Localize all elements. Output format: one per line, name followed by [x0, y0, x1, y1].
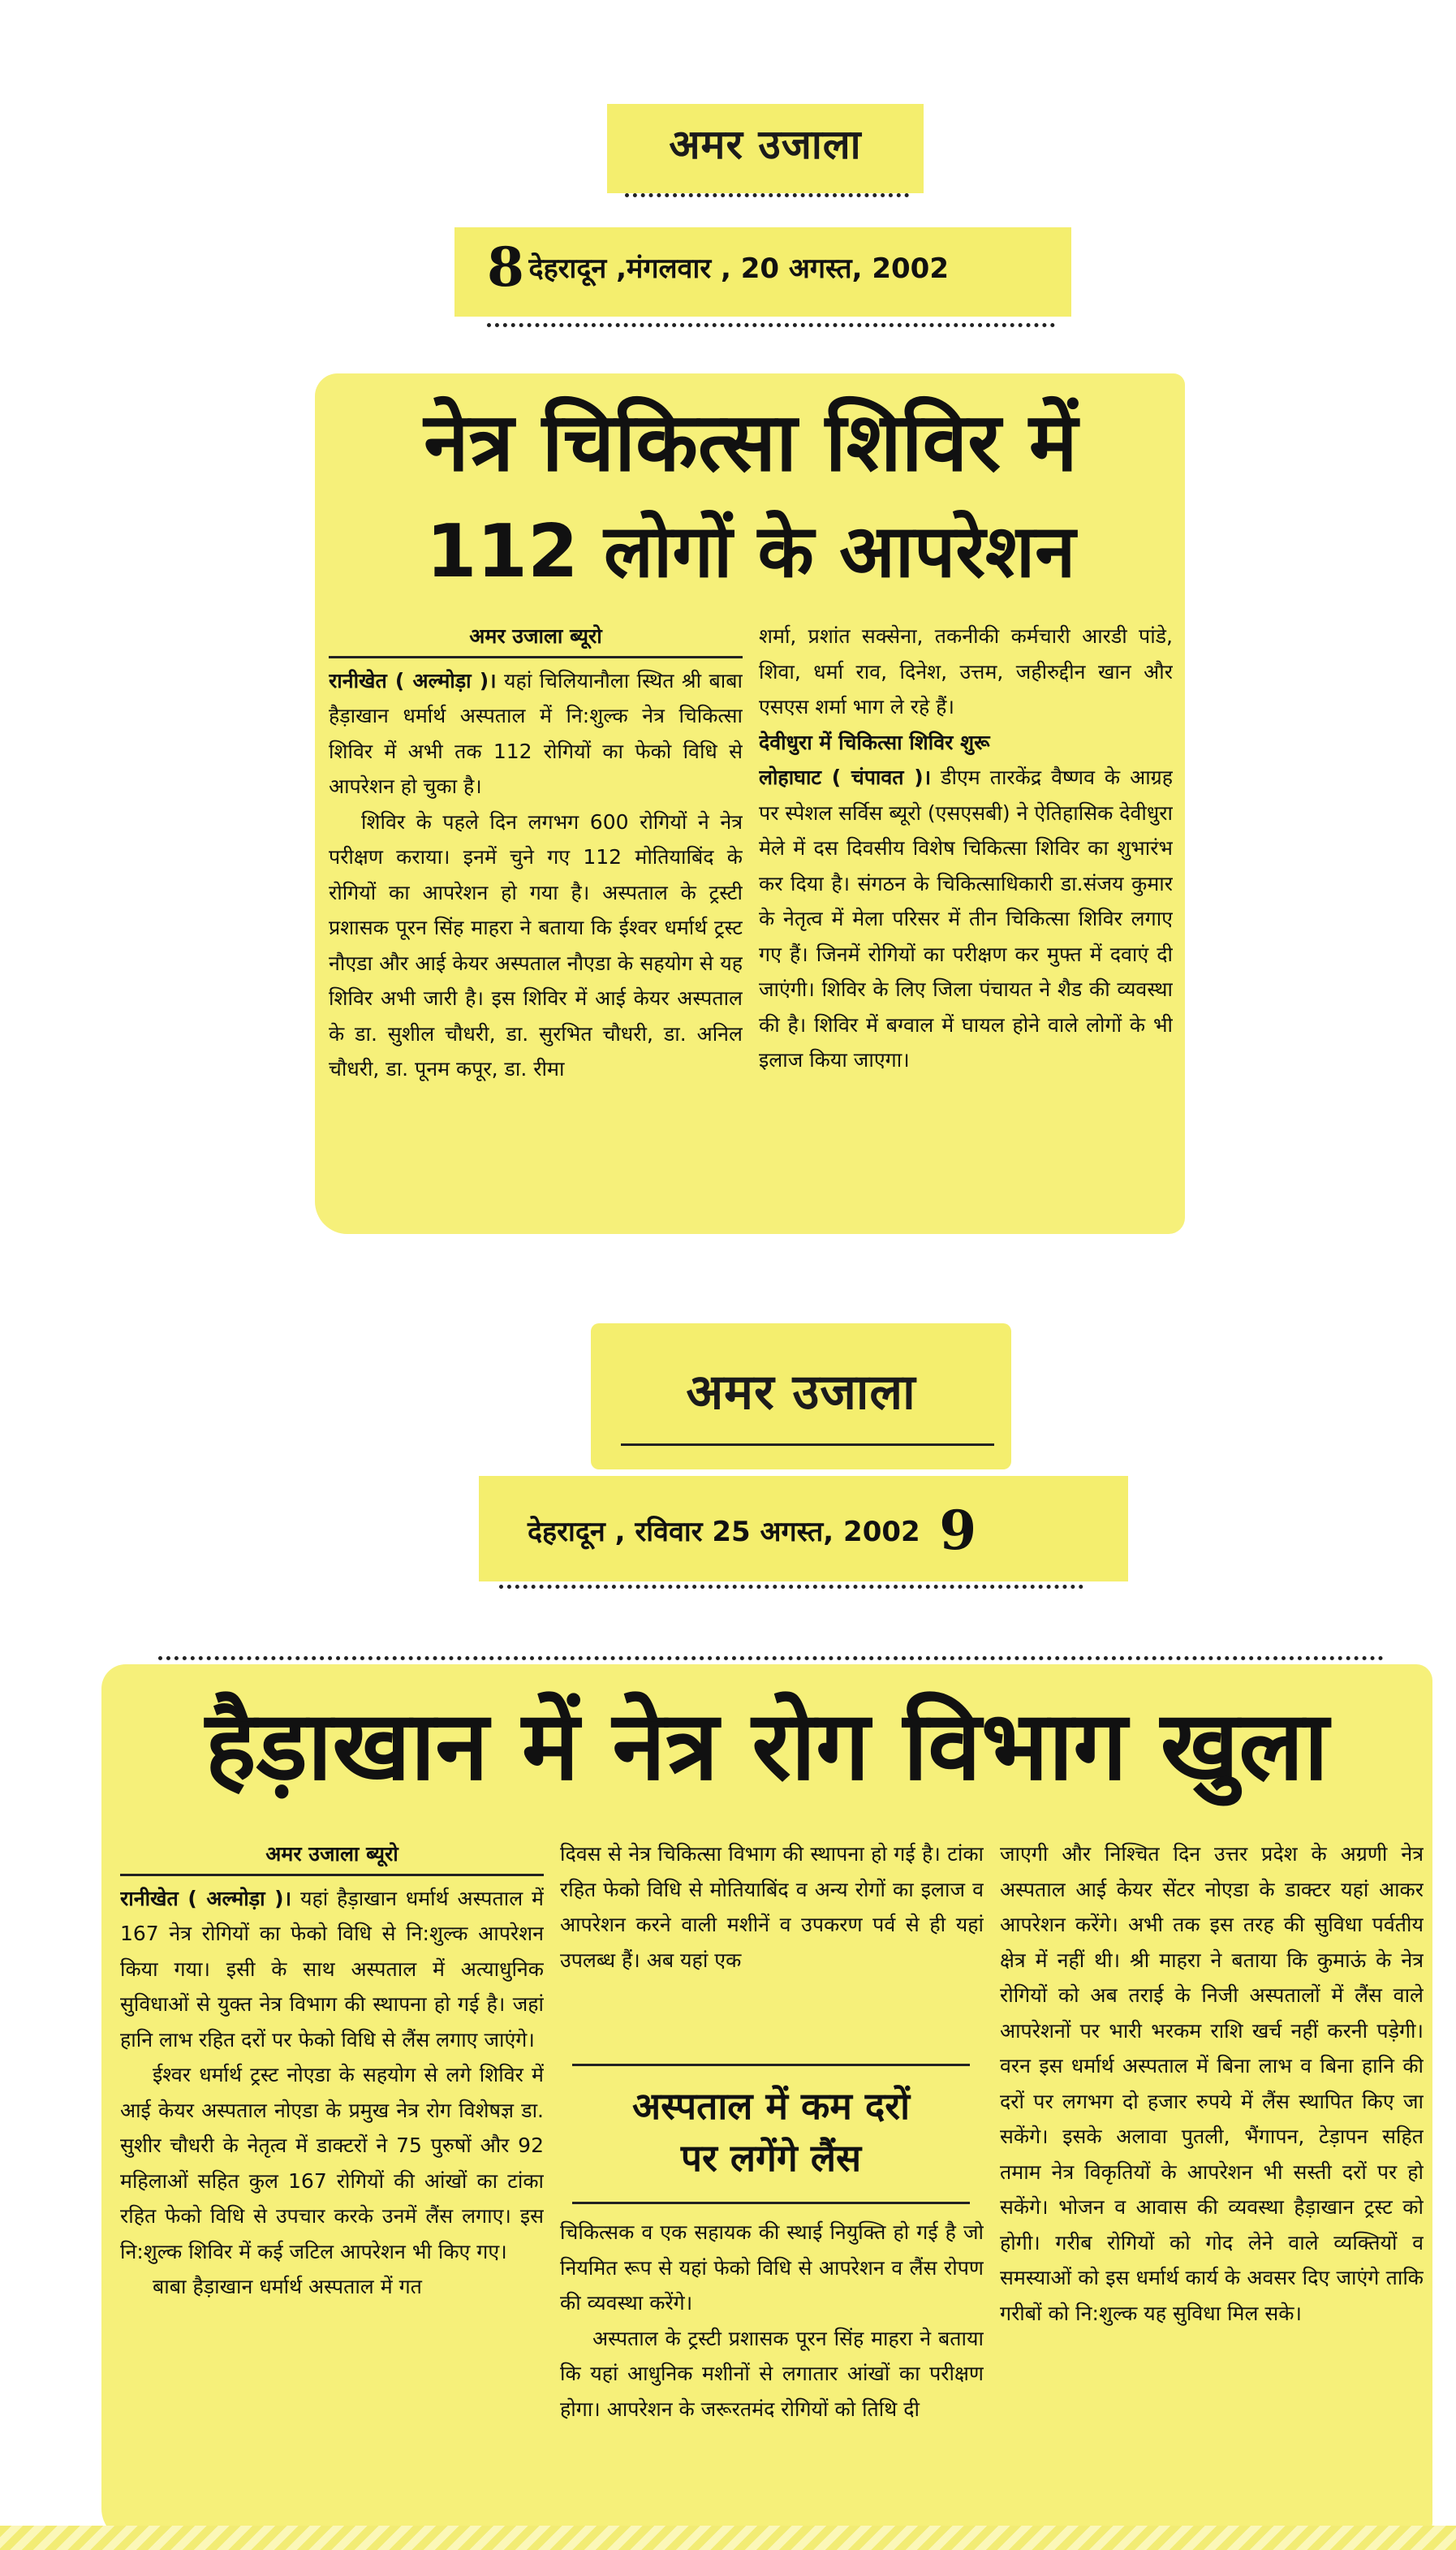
clip2-byline-rule	[120, 1874, 544, 1876]
clip2-column-2-top	[560, 1836, 984, 2056]
bottom-stripe	[0, 2526, 1456, 2550]
clip1-col2-paragraph-2: लोहाघाट ( चंपावत )। डीएम तारकेंद्र वैष्णव के आग्रह पर स्पेशल सर्विस ब्यूरो (एसएसबी) ने ऐतिहासिक देवीधुरा मेले में दस दिवसीय विशेष चिकित्सा शिविर का शुभारंभ कर दिया है। संगठन के चिकित्साधिकारी डा.संजय कुमार के नेतृत्व में मेला परिसर में तीन चिकित्सा शिविर लगाए गए हैं। जिनमें रोगियों का परीक्षण कर मुफ्त में दवाएं दी जाएंगी। शिविर के लिए जिला पंचायत ने शैड की व्यवस्था की है। शिविर में बग्वाल में घायल होने वाले लोगों के भी इलाज किया जाएगा।	[759, 766, 1173, 1072]
clip1-masthead-title: अमर उजाला	[669, 120, 862, 168]
clip1-col1-paragraph-1: रानीखेत ( अल्मोड़ा )। यहां चिलियानौला स्थित श्री बाबा हैड़ाखान धर्मार्थ अस्पताल में नि:शुल्क नेत्र चिकित्सा शिविर में अभी तक 112 रोगियों का फेको विधि से आपरेशन हो चुका है।	[329, 668, 743, 798]
clip2-box-head	[564, 2080, 978, 2184]
clip2-masthead	[591, 1323, 1011, 1469]
clip1-col2-paragraph-1: शर्मा, प्रशांत सक्सेना, तकनीकी कर्मचारी आरडी पांडे, शिवा, धर्मा राव, दिनेश, उत्तम, जहीरुद्दीन खान और एसएस शर्मा भाग ले रहे हैं।	[759, 624, 1173, 718]
clip2-box-rule-bottom	[572, 2202, 970, 2204]
clip2-col2-paragraph-1: दिवस से नेत्र चिकित्सा विभाग की स्थापना हो गई है। टांका रहित फेको विधि से मोतियाबिंद व अन्य रोगों का इलाज व आपरेशन करने वाली मशीनें व उपकरण पर्व से ही यहां उपलब्ध हैं। अब यहां एक	[560, 1842, 984, 1972]
clip2-col2-paragraph-3: अस्पताल के ट्रस्टी प्रशासक पूरन सिंह माहरा ने बताया कि यहां आधुनिक मशीनों से लगातार आंखों का परीक्षण होगा। आपरेशन के जरूरतमंद रोगियों को तिथि दी	[560, 2326, 984, 2421]
clip1-byline-rule	[329, 656, 743, 658]
clip2-dateline-box	[479, 1476, 1128, 1581]
clip1-masthead-dots	[625, 193, 909, 197]
clip2-box-rule-top	[572, 2064, 970, 2066]
clip1-col1-paragraph-2: शिविर के पहले दिन लगभग 600 रोगियों ने नेत्र परीक्षण कराया। इनमें चुने गए 112 मोतियाबिंद के रोगियों का आपरेशन हो गया है। अस्पताल के ट्रस्टी प्रशासक पूरन सिंह माहरा ने बताया कि ईश्वर धर्मार्थ ट्रस्ट नौएडा और आई केयर अस्पताल नौएडा के सहयोग से यह शिविर अभी जारी है। इस शिविर में आई केयर अस्पताल के डा. सुशील चौधरी, डा. सुरभित चौधरी, डा. अनिल चौधरी, डा. पूनम कपूर, डा. रीमा	[329, 809, 743, 1081]
clip2-masthead-title: अमर उजाला	[686, 1364, 916, 1421]
clip1-page-number: 8	[487, 235, 524, 299]
clip1-headline-line2: 112 लोगों के आपरेशन	[425, 509, 1076, 594]
clip1-col2-subhead: देवीधुरा में चिकित्सा शिविर शुरू	[759, 730, 990, 754]
clip2-box-head-line1: अस्पताल में कम दरों	[631, 2084, 911, 2128]
clip1-masthead	[607, 104, 924, 193]
clip1-byline: अमर उजाला ब्यूरो	[469, 624, 602, 648]
clip2-col1-paragraph-3: बाबा हैड़ाखान धर्मार्थ अस्पताल में गत	[153, 2275, 422, 2298]
clip1-dateline-box	[454, 227, 1071, 317]
clip2-headline: हैड़ाखान में नेत्र रोग विभाग खुला	[205, 1689, 1329, 1801]
clip2-col3-paragraph-1: जाएगी और निश्चित दिन उत्तर प्रदेश के अग्रणी नेत्र अस्पताल आई केयर सेंटर नोएडा के डाक्टर यहां आकर आपरेशन करेंगे। अभी तक इस तरह की सुविधा पर्वतीय क्षेत्र में नहीं थी। श्री माहरा ने बताया कि कुमाऊं के नेत्र रोगियों को अब तराई के निजी अस्पतालों में लैंस वाले आपरेशनों पर भारी भरकम राशि खर्च नहीं करनी पड़ेगी। वरन इस धर्मार्थ अस्पताल में बिना लाभ व बिना हानि की दरों पर लगभग दो हजार रुपये में लैंस स्थापित किए जा सकेंगे। इसके अलावा पुतली, भैंगापन, टेड़ापन सहित तमाम नेत्र विकृतियों के आपरेशन भी सस्ती दरों पर हो सकेंगे। भोजन व आवास की व्यवस्था हैड़ाखान ट्रस्ट को होगी। गरीब रोगियों को गोद लेने वाले व्यक्तियों व समस्याओं को इस धर्मार्थ कार्य के अवसर दिए जाएंगे ताकि गरीबों को नि:शुल्क यह सुविधा मिल सके।	[1000, 1842, 1424, 2325]
clip1-headline-line1: नेत्र चिकित्सा शिविर में	[424, 395, 1078, 490]
clip1-column-2	[759, 619, 1173, 1236]
clip2-col1-paragraph-2: ईश्वर धर्मार्थ ट्रस्ट नोएडा के सहयोग से लगे शिविर में आई केयर अस्पताल नोएडा के प्रमुख नेत्र रोग विशेषज्ञ डा. सुशीर चौधरी के नेतृत्व में डाक्टरों ने 75 पुरुषों और 92 महिलाओं सहित कुल 167 रोगियों की आंखों का टांका रहित फेको विधि से उपचार करके उनमें लैंस लगाए। इस नि:शुल्क शिविर में कई जटिल आपरेशन भी किए गए।	[120, 2063, 544, 2263]
clip2-masthead-rule	[621, 1443, 994, 1446]
clip2-page-number: 9	[939, 1499, 977, 1562]
clip2-dateline-dots	[499, 1585, 1083, 1589]
clip1-dateline: देहरादून ,मंगलवार , 20 अगस्त, 2002	[528, 252, 950, 285]
clip2-column-1	[120, 1836, 544, 2518]
clip1-col2-dateline: लोहाघाट ( चंपावत )।	[759, 766, 932, 789]
clip2-col1-dateline: रानीखेत ( अल्मोड़ा )।	[120, 1886, 292, 1910]
clip2-column-2-bottom	[560, 2215, 984, 2523]
clip2-box-head-line2: पर लगेंगे लैंस	[680, 2136, 862, 2180]
clip1-dateline-dots	[487, 323, 1055, 327]
clip2-col1-paragraph-1: रानीखेत ( अल्मोड़ा )। यहां हैड़ाखान धर्मार्थ अस्पताल में 167 नेत्र रोगियों का फेको विधि से नि:शुल्क आपरेशन किया गया। इसी के साथ अस्पताल में अत्याधुनिक सुविधाओं से युक्त नेत्र विभाग की स्थापना हो गई है। जहां हानि लाभ रहित दरों पर फेको विधि से लैंस लगाए जाएंगे।	[120, 1886, 544, 2052]
clip2-top-dots	[158, 1656, 1384, 1660]
clip1-column-1	[329, 619, 743, 1236]
clip2-col2-paragraph-2: चिकित्सक व एक सहायक की स्थाई नियुक्ति हो गई है जो नियमित रूप से यहां फेको विधि से आपरेशन व लैंस रोपण की व्यवस्था करेंगे।	[560, 2220, 984, 2315]
clip2-column-3	[1000, 1836, 1424, 2522]
clip2-byline: अमर उजाला ब्यूरो	[265, 1842, 398, 1866]
clip2-dateline: देहरादून , रविवार 25 अगस्त, 2002	[528, 1516, 920, 1548]
clip1-col1-dateline: रानीखेत ( अल्मोड़ा )।	[329, 668, 497, 693]
